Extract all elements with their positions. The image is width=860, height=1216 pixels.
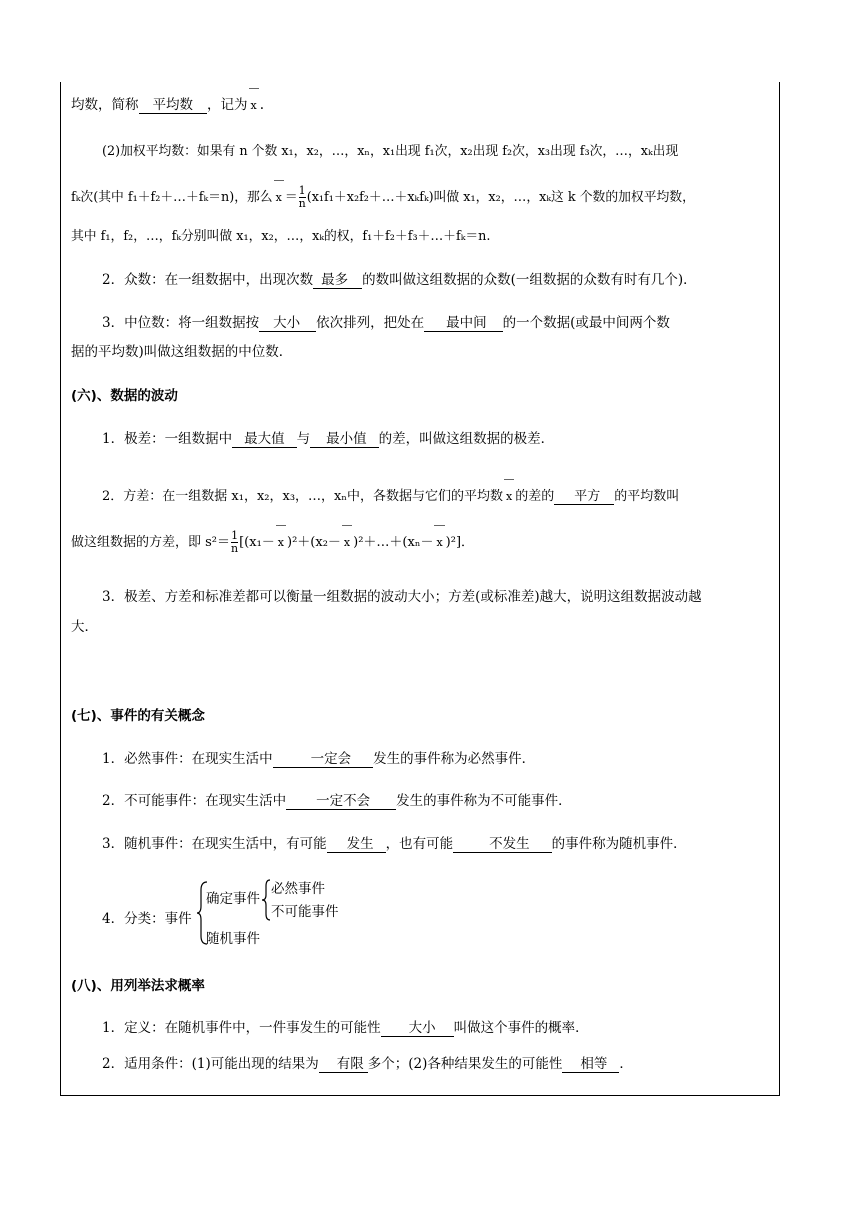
- classification-random: 随机事件: [206, 931, 260, 947]
- classification-impossible: 不可能事件: [271, 904, 339, 920]
- text: .: [259, 97, 265, 113]
- text-line: 1．极差：一组数据中 最大值 与 最小值 的差，叫做这组数据的极差．: [102, 431, 555, 447]
- text-line: fₖ次(其中 f₁＋f₂＋…＋fₖ＝n)，那么 x ＝ $\frac{1}{n}$ (x₁f₁＋x₂f₂＋…＋xₖfₖ)叫做 x₁，x₂，…，xₖ这 k 个数的加权平均数，: [71, 184, 695, 210]
- fraction: $\frac{1}{n}$: [231, 529, 239, 555]
- text-line: 2．方差：在一组数据 x₁，x₂，x₃，…，xₙ中，各数据与它们的平均数 x 的差的 平方 的平均数叫: [102, 489, 680, 504]
- fraction: $\frac{1}{n}$: [298, 184, 306, 210]
- answer-blank: 平均数: [139, 97, 208, 114]
- text-line: 1．定义：在随机事件中，一件事发生的可能性 大小 叫做这个事件的概率．: [102, 1020, 589, 1036]
- text-line: 做这组数据的方差，即 s²＝ $\frac{1}{n}$ [(x₁－ x )²＋(x₂－ x )²＋…＋(xₙ－ x )²]．: [71, 529, 475, 555]
- x-bar-symbol: x: [433, 534, 445, 552]
- x-bar-symbol: x: [248, 97, 260, 115]
- text-line: (2)加权平均数：如果有 n 个数 x₁，x₂，…，xₙ，x₁出现 f₁次，x₂出现 f₂次，x₃出现 f₃次，…，xₖ出现: [102, 144, 679, 159]
- text-line: 大．: [71, 619, 98, 635]
- text-line: 其中 f₁，f₂，…，fₖ分别叫做 x₁，x₂，…，xₖ的权，f₁＋f₂＋f₃＋…＋fₖ＝n.: [71, 229, 491, 244]
- classification-label: 4．分类：事件: [102, 911, 192, 927]
- classification-certain: 确定事件: [206, 891, 260, 907]
- text: 均数，简称: [71, 97, 139, 113]
- section-heading: (六)、数据的波动: [71, 388, 178, 404]
- text: ，记为: [207, 97, 248, 113]
- text-line: 3．极差、方差和标准差都可以衡量一组数据的波动大小；方差(或标准差)越大，说明这组数据波动越: [102, 589, 702, 605]
- x-bar-symbol: x: [503, 488, 515, 506]
- text-line: 2．众数：在一组数据中，出现次数 最多 的数叫做这组数据的众数(一组数据的众数有时有几个)．: [102, 272, 697, 288]
- text-line: [71, 96, 264, 115]
- text-line: 2．不可能事件：在现实生活中 一定不会 发生的事件称为不可能事件．: [102, 793, 572, 809]
- text-line: 据的平均数)叫做这组数据的中位数．: [71, 344, 293, 360]
- text-line: 3．随机事件：在现实生活中，有可能 发生 ，也有可能 不发生 的事件称为随机事件．: [102, 836, 687, 852]
- x-bar-symbol: x: [341, 534, 353, 552]
- section-heading: (七)、事件的有关概念: [71, 708, 205, 724]
- x-bar-symbol: x: [273, 189, 285, 207]
- section-heading: (八)、用列举法求概率: [71, 978, 205, 994]
- text-line: 1．必然事件：在现实生活中 一定会 发生的事件称为必然事件．: [102, 751, 536, 767]
- x-bar-symbol: x: [275, 534, 287, 552]
- classification-sure: 必然事件: [271, 881, 325, 897]
- text-line: 3．中位数：将一组数据按 大小 依次排列，把处在 最中间 的一个数据(或最中间两个数: [102, 315, 670, 331]
- text-line: 2．适用条件：(1)可能出现的结果为 有限 多个；(2)各种结果发生的可能性 相等 ．: [102, 1056, 633, 1072]
